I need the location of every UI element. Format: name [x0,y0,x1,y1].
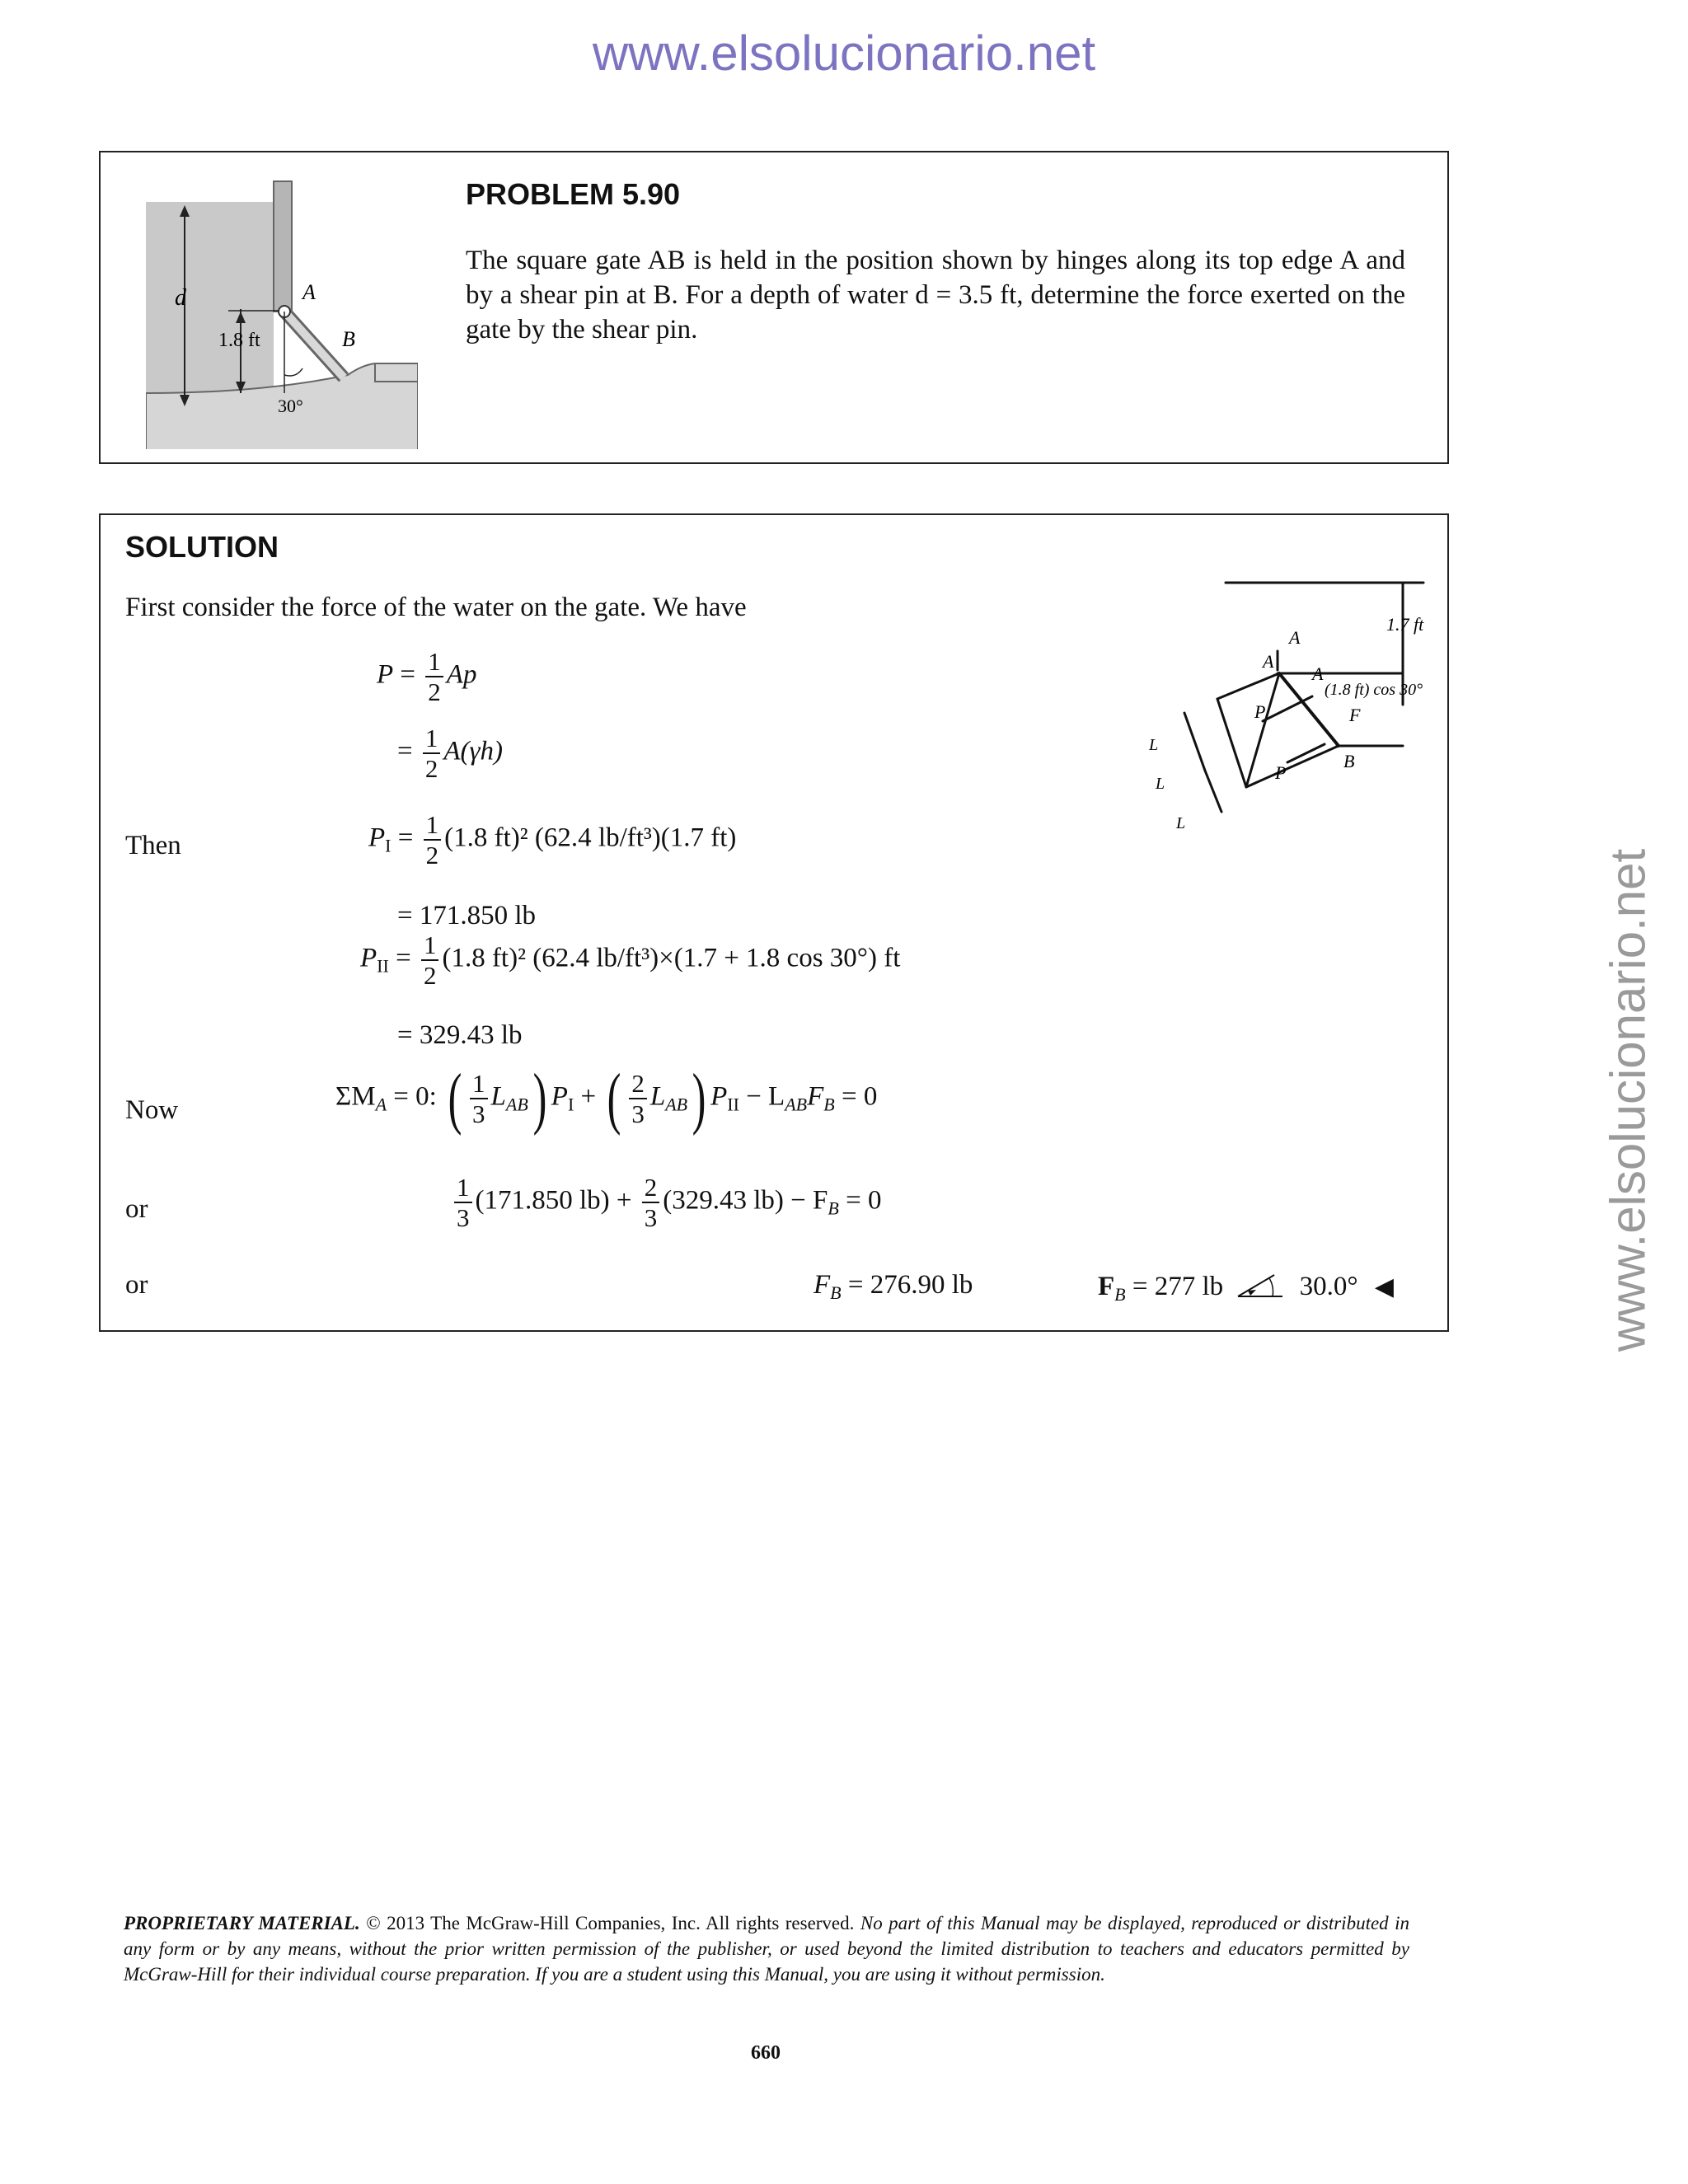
p2-rest: (1.8 ft)² (62.4 lb/ft³)×(1.7 + 1.8 cos 30°) ft [442,943,901,973]
eq-or: $\frac{1}{3}$ (171.850 lb) + $\frac{2}{3}$ (329.43 $lb) - F_B = 0$ [451,1174,881,1230]
sketch-b: B [1343,751,1355,771]
sketch-d-top: 1.7 ft [1386,614,1424,635]
problem-box [99,151,1449,464]
sketch-lab-1: L [1149,736,1159,754]
problem-text: The square gate AB is held in the position shown by hinges along its top edge A and by a shear pin at B. For a depth of water d = 3.5 ft, determine the force exerted on the gate by the shear pin. [466,246,1405,344]
sketch-fb: F [1349,705,1361,725]
final-answer: $F_B = 277$ lb 30.0° ◀ [1098,1272,1394,1305]
or-eq-a: (171.850 lb) + [475,1185,632,1216]
eq-fb-value: $F_B = 276.90$ lb [814,1270,973,1303]
eq-pressure-2: = $\frac{1}{2}$ A(γh) [397,724,504,783]
eq-pressure-1: P = $\frac{1}{2}$ Ap [377,647,477,706]
or-eq-b: (329.43 lb) − F [663,1185,828,1216]
p2-result: = 329.43 lb [397,1020,523,1050]
moment-lhs: ΣM [335,1081,376,1112]
footer-lead: PROPRIETARY MATERIAL. [124,1913,360,1933]
label-d: d [175,285,186,311]
label-angle: 30° [278,396,303,416]
fb-value: = 276.90 lb [847,1270,973,1300]
sketch-ax: A [1312,663,1324,684]
solution-intro: First consider the force of the water on the gate. We have [125,593,747,622]
sketch-p1: P [1254,701,1266,722]
footer-notice [124,1910,1409,1987]
page-number: 660 [751,2042,781,2064]
problem-figure [146,177,418,449]
eq-moment: $\Sigma M_A = 0$: ( $\frac{1}{3}$ $L_{AB}$) $P_I$ + ( $\frac{2}{3}$ $L_{AB}$) $P_{II} - L_{AB}F_B = 0$ [335,1060,878,1137]
sketch-a: A [1263,651,1274,672]
label-or-1: or [125,1194,148,1224]
eq2-rest: A(γh) [443,736,504,766]
label-B: B [342,327,355,351]
end-mark: ◀ [1374,1272,1394,1301]
eq1-rest: Ap [446,659,477,690]
problem-title: PROBLEM 5.90 [466,177,681,211]
label-height: 1.8 ft [218,330,260,351]
solution-sketch [1032,548,1461,861]
sketch-d-mid: (1.8 ft) cos 30° [1325,681,1423,699]
angle-icon [1236,1272,1286,1300]
p1-result: = 171.850 lb [397,901,537,930]
sketch-lab-2: L [1156,775,1165,793]
final-answer-value: = 277 lb [1132,1272,1224,1301]
watermark-side: www.elsolucionario.net [1600,848,1656,1352]
footer-copyright: © 2013 The McGraw-Hill Companies, Inc. All rights reserved. [366,1913,855,1933]
sketch-ay: A [1289,627,1301,648]
eq-p1: $P_I$ = $\frac{1}{2}$ (1.8 ft)² (62.4 lb/ft³)(1.7 ft) [368,810,737,869]
label-then: Then [125,831,181,860]
solution-box [99,513,1449,1332]
label-now: Now [125,1095,179,1125]
footer-notice-text: No part of this Manual may be displayed, reproduced or distributed in any form or by any means, without the prior written permission of the publisher, or used beyond the limited distribution to teachers and educators permitted by McGraw-Hill for their individual course preparation. If you are a student using this Manual, you are using it without permission. [124,1913,1410,1985]
final-angle: 30.0° [1299,1272,1358,1301]
label-or-2: or [125,1270,148,1300]
solution-heading: SOLUTION [125,530,279,564]
label-A: A [302,280,316,304]
sketch-lab-3: L [1176,814,1186,832]
eq-p2: $P_{II}$ = $\frac{1}{2}$ (1.8 ft)² (62.4 lb/ft³)×(1.7 + 1.8 cos 30°) ft [360,930,901,990]
moment-tail: − L [746,1081,785,1112]
p1-rest: (1.8 ft)² (62.4 lb/ft³)(1.7 ft) [444,823,737,853]
watermark-top: www.elsolucionario.net [592,26,1096,81]
sketch-p2: P [1275,762,1287,783]
